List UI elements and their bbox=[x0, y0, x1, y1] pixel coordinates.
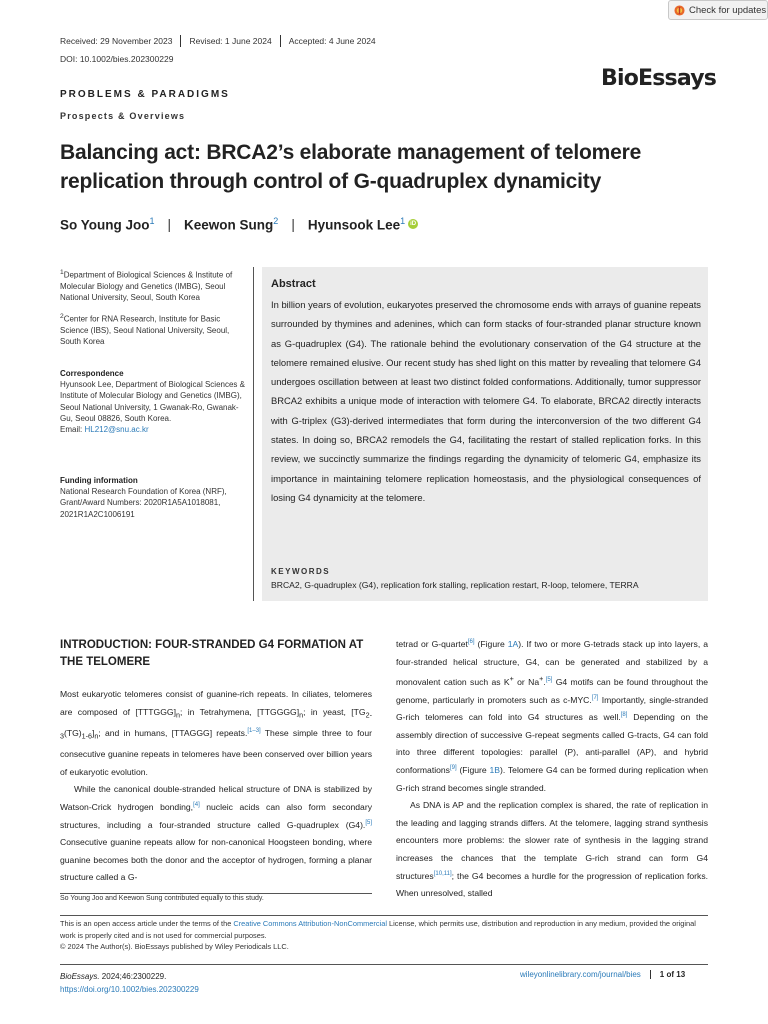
orcid-icon[interactable]: iD bbox=[410, 221, 417, 228]
check-updates-icon bbox=[674, 5, 685, 16]
footer-rule bbox=[60, 964, 708, 965]
affiliation: $^1$Department of Biological Sciences & Institute of Molecular Biology and Genetics (IMBG), Seoul National University, Seoul, South Korea bbox=[60, 269, 233, 303]
article-doi: DOI: 10.1002/bies.202300229 bbox=[60, 54, 174, 64]
author-name: So Young Joo$^1$ bbox=[60, 216, 155, 233]
footer-right bbox=[520, 970, 685, 979]
citation-link[interactable]: [9] bbox=[449, 765, 457, 772]
copyright: © 2024 The Author(s). BioEssays published by Wiley Periodicals LLC. bbox=[60, 942, 289, 951]
revised-date: Revised: 1 June 2024 bbox=[189, 35, 280, 47]
paragraph: As DNA is AP and the replication complex is shared, the rate of replication in the leading and lagging strands differs. At the telomere, lagging strand synthesis encounters more problems: the slower rate of synthesis in the lagging strand increases the chances that the template G-rich strand can form G4 structures[10,11]; the G4 becomes a hurdle for the progression of replication forks. When unresolved, stalled bbox=[396, 800, 708, 899]
author-name: Keewon Sung$^2$ bbox=[184, 216, 279, 233]
keywords-text: BRCA2, G-quadruplex (G4), replication fork stalling, replication restart, R-loop, telomere, TERRA bbox=[271, 580, 639, 590]
intro-right-column bbox=[396, 636, 708, 903]
citation-link[interactable]: [6] bbox=[467, 639, 475, 646]
email-label: Email: bbox=[60, 425, 83, 435]
check-for-updates-button[interactable] bbox=[668, 0, 768, 20]
correspondence-block bbox=[60, 368, 245, 435]
journal-logo: BioEssays bbox=[601, 66, 717, 91]
figure-link[interactable]: 1A bbox=[507, 639, 519, 649]
intro-heading: INTRODUCTION: FOUR-STRANDED G4 FORMATION AT THE TELOMERE bbox=[60, 639, 364, 668]
check-updates-label: Check for updates bbox=[689, 4, 767, 16]
intro-left-column bbox=[60, 686, 372, 887]
paragraph: tetrad or G-quartet[6] (Figure 1A). If two or more G-tetrads stack up into layers, a four-stranded helical structure, G4, can be generated and stabilized by a monovalent cation such as K+ or Na+.[5] G4 motifs can be found throughout the genome, particularly in promoters such as c-MYC.[7] Importantly, single-stranded G-rich telomeres can fold into G4 structures as well.[8] Depending on the assembly direction of successive G-repeat segments called G-tracts, G4 can fold into three different topologies: parallel (P), anti-parallel (AP), and hybrid conformations[9] (Figure 1B). Telomere G4 can be formed during replication when G-rich strand becomes single stranded. bbox=[396, 639, 709, 793]
citation-link[interactable]: [1–3] bbox=[247, 728, 261, 735]
figure-link[interactable]: 1B bbox=[489, 765, 500, 776]
page-number: 1 of 13 bbox=[659, 970, 686, 979]
section-category: PROBLEMS & PARADIGMS bbox=[60, 89, 230, 100]
citation-link[interactable]: [8] bbox=[620, 712, 628, 719]
section-subcategory: Prospects & Overviews bbox=[60, 111, 186, 121]
citation-link[interactable]: [5] bbox=[545, 677, 553, 684]
funding-heading: Funding information bbox=[60, 476, 138, 485]
footnote-rule bbox=[60, 893, 372, 894]
correspondence-heading: Correspondence bbox=[60, 369, 124, 378]
footer-doi-link[interactable]: https://doi.org/10.1002/bies.202300229 bbox=[60, 985, 199, 994]
citation-link[interactable]: [7] bbox=[591, 694, 599, 701]
column-divider bbox=[253, 267, 254, 601]
article-title: Balancing act: BRCA2’s elaborate management of telomere replication through control of G-quadruplex dynamicity bbox=[60, 141, 642, 193]
correspondence-text: Hyunsook Lee, Department of Biological Sciences & Institute of Molecular Biology and Genetics (IMBG), Seoul National University, 1 Gwanak-Ro, Gwanak-Gu, Seoul 08826, South Korea. bbox=[60, 380, 245, 423]
citation-link[interactable]: [5] bbox=[365, 819, 372, 826]
journal-site-link[interactable]: wileyonlinelibrary.com/journal/bies bbox=[520, 970, 651, 979]
email-link[interactable]: HL212@snu.ac.kr bbox=[84, 425, 149, 435]
author-name: Hyunsook Lee$^1$ bbox=[307, 216, 406, 233]
license-rule bbox=[60, 915, 708, 916]
footer-citation: BioEssays. 2024;46:2300229. https://doi.org/10.1002/bies.202300229 bbox=[60, 972, 199, 994]
paragraph: While the canonical double-stranded helical structure of DNA is stabilized by Watson-Crick hydrogen bonding,[4] nucleic acids can also form secondary structures, including a four-stranded structure called G-quadruplex (G4).[5] Consecutive guanine repeats allow for non-canonical Hoogsteen bonding, where guanine becomes both the donor and the acceptor of hydrogen, forming a planar structure called a G- bbox=[60, 784, 372, 883]
funding-block bbox=[60, 475, 245, 520]
citation-link[interactable]: [10,11] bbox=[433, 870, 452, 877]
abstract-text: In billion years of evolution, eukaryotes preserved the chromosome ends with arrays of guanine repeats surrounded by thymines and adenines, which can form stacks of four-stranded planar structure known as G-quadruplex (G4). The rationale behind the evolutionary conservation of the G4 structure at the telomere remained elusive. Our recent study has shed light on this matter by revealing that telomere G4 undergoes oscillation between at least two distinct folded conformations. Additionally, tumor suppressor BRCA2 exhibits a unique mode of interaction with telomere G4. To elaborate, BRCA2 directly interacts with G-triplex (G3)-derived intermediates that form during the interconversion of the two different G4 states. In doing so, BRCA2 remodels the G4, facilitating the restart of stalled replication forks. In this review, we succinctly summarize the findings regarding the dynamicity of telomeric G4, emphasize its importance in maintaining telomere replication homeostasis, and the physiological consequences of losing G4 dynamicity at the telomere. bbox=[271, 299, 701, 503]
author-separator: | bbox=[167, 216, 172, 232]
paragraph: Most eukaryotic telomeres consist of guanine-rich repeats. In ciliates, telomeres are composed of $[TTTGGG]_n$; in Tetrahymena, $[TTGGGG]_n$; in yeast, $[TG_{2-3}(TG)_{1-6}]_n$; and in humans, [TTAGGG] repeats.[1–3] These simple three to four consecutive guanine repeats in telomeres have been conserved over billion years of eukaryotic evolution. bbox=[60, 689, 372, 777]
article-dates bbox=[60, 35, 392, 47]
license-text: This is an open access article under the terms of the Creative Commons Attribution-NonCommercial License, which permits use, distribution and reproduction in any medium, provided the original work is properly cited and is not used for commercial purposes. © 2024 The Author(s). BioEssays published by Wiley Periodicals LLC. bbox=[60, 919, 696, 951]
affiliation: $^2$Center for RNA Research, Institute for Basic Science (IBS), Seoul National University, Seoul, South Korea bbox=[60, 313, 230, 347]
footnote: So Young Joo and Keewon Sung contributed equally to this study. bbox=[60, 895, 264, 902]
abstract-heading: Abstract bbox=[271, 278, 316, 290]
citation-link[interactable]: [4] bbox=[193, 802, 200, 809]
author-separator: | bbox=[291, 216, 295, 232]
author-list bbox=[60, 216, 418, 233]
keywords-heading: KEYWORDS bbox=[271, 567, 331, 576]
accepted-date: Accepted: 4 June 2024 bbox=[288, 36, 376, 46]
received-date: Received: 29 November 2023 bbox=[60, 35, 181, 47]
license-link[interactable]: Creative Commons Attribution-NonCommercial bbox=[233, 919, 387, 928]
funding-text: National Research Foundation of Korea (NRF), Grant/Award Numbers: 2020R1A5A1018081, 2021R1A2C1006191 bbox=[60, 487, 227, 519]
